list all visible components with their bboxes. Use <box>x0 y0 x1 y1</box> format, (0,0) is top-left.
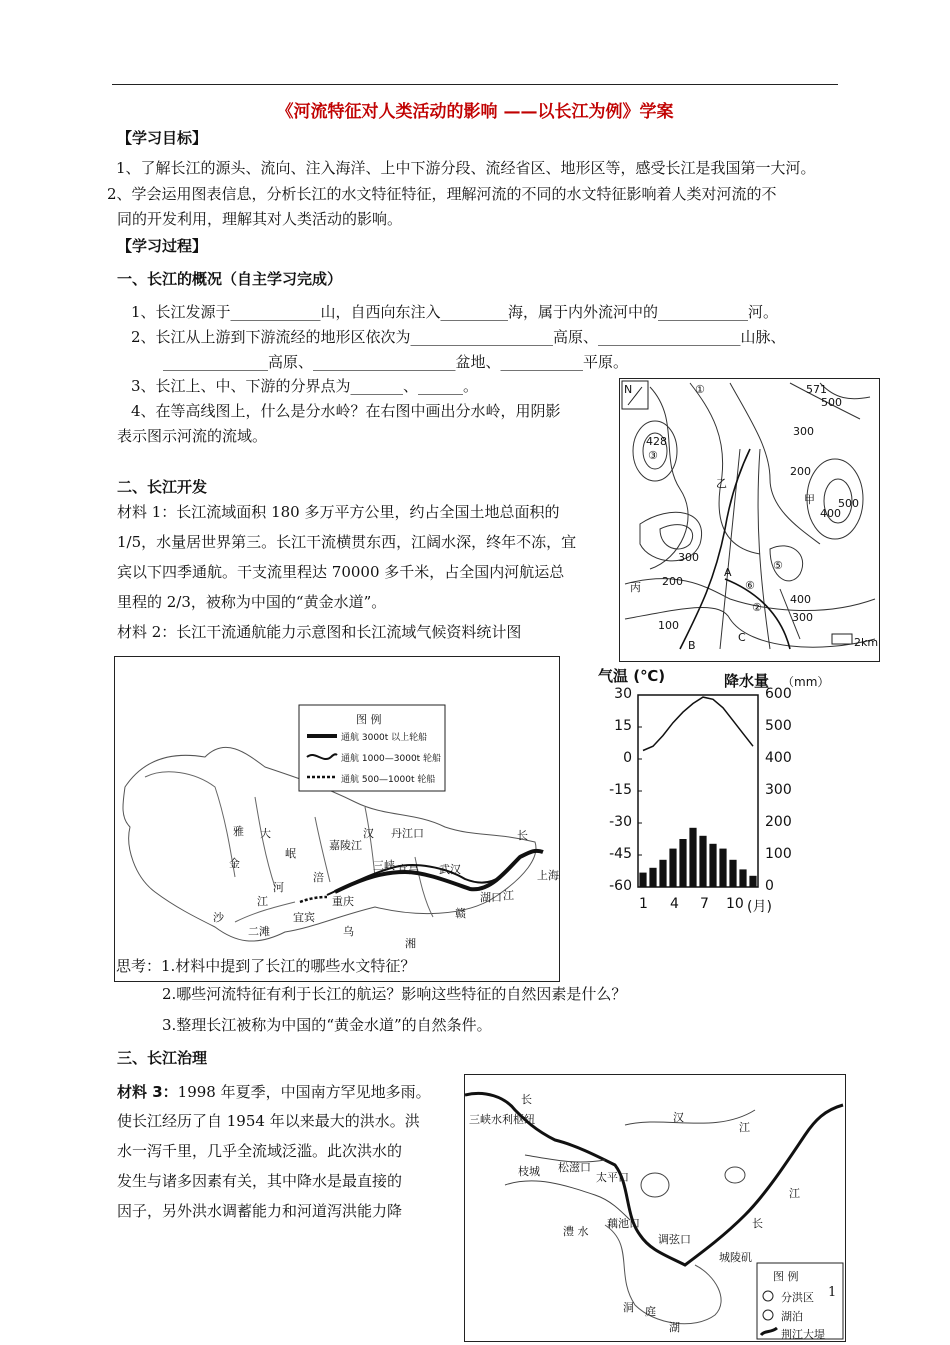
right-tick: 200 <box>765 814 792 830</box>
right-tick: 600 <box>765 686 792 702</box>
question-3: 3、长江上、中、下游的分界点为_______、______。 <box>131 377 479 395</box>
map-place: 二滩 <box>248 925 270 938</box>
map-place: 澧 水 <box>563 1225 589 1238</box>
map-place: 金 <box>229 857 240 870</box>
map-place: 涪 <box>313 871 324 884</box>
legend-item: 通航 3000t 以上轮船 <box>341 733 428 743</box>
left-tick: -15 <box>609 782 632 798</box>
map-place: 湖口 <box>480 891 502 904</box>
think-2: 2.哪些河流特征有利于长江的航运？影响这些特征的自然因素是什么？ <box>162 985 627 1003</box>
material-1-line3: 宾以下四季通航。干支流里程达 70000 多千米，占全国内河航运总 <box>117 563 565 581</box>
map-place: 长 <box>517 829 528 842</box>
legend-title: 图 例 <box>356 713 382 726</box>
material-3-label: 材料 3： <box>117 1083 178 1101</box>
material-1-line1: 材料 1：长江流域面积 180 多万平方公里，约占全国土地总面积的 <box>117 503 560 521</box>
map-place: 三峡水利枢纽 <box>469 1113 535 1126</box>
precipitation-bar <box>659 860 666 887</box>
map-place: 庭 <box>645 1305 656 1318</box>
map-place: 藕池口 <box>607 1217 640 1230</box>
legend-title: 图 例 <box>773 1270 799 1283</box>
map-place: 雅 <box>233 825 244 838</box>
plot-frame <box>638 695 758 887</box>
question-2a: 2、长江从上游到下游流经的地形区依次为___________________高原、___________________山脉、 <box>131 328 786 346</box>
map-place: 河 <box>273 881 284 894</box>
think-3: 3.整理长江被称为中国的“黄金水道”的自然条件。 <box>162 1016 492 1034</box>
right-tick: 500 <box>765 718 792 734</box>
goal-2a: 2、学会运用图表信息，分析长江的水文特征特征，理解河流的不同的水文特征影响着人类对河流的不 <box>107 185 777 203</box>
precipitation-bar <box>729 860 736 887</box>
climate-chart <box>563 665 843 917</box>
map-place: 江 <box>789 1187 800 1200</box>
map-place: 湖 <box>669 1321 680 1334</box>
contour-label: 400 <box>790 593 811 606</box>
map-place: 岷 <box>285 847 296 860</box>
right-tick: 0 <box>765 878 774 894</box>
contour-label: 300 <box>678 551 699 564</box>
material-3-line5: 因子，另外洪水调蓄能力和河道泻洪能力降 <box>117 1202 403 1220</box>
contour-label: 400 <box>820 507 841 520</box>
left-tick: 15 <box>614 718 632 734</box>
map-place: 调弦口 <box>658 1233 691 1246</box>
contour-map <box>619 378 880 662</box>
map-place: 三峡 <box>373 859 395 872</box>
map-place: 城陵矶 <box>719 1251 752 1264</box>
contour-label: 300 <box>792 611 813 624</box>
temperature-line <box>643 697 753 750</box>
precipitation-bar <box>649 868 656 887</box>
left-tick: 0 <box>623 750 632 766</box>
contour-label: ② <box>752 601 762 614</box>
precipitation-bar <box>749 876 756 887</box>
map-place: 汉 <box>363 827 374 840</box>
precipitation-bar <box>689 828 696 887</box>
legend-item: 通航 1000—3000t 轮船 <box>341 754 442 764</box>
map-place: 宜昌 <box>397 863 419 876</box>
map-place: 江 <box>503 889 514 902</box>
map-place: 洞 <box>623 1301 634 1314</box>
contour-label: 300 <box>793 425 814 438</box>
right-tick: 100 <box>765 846 792 862</box>
navigation-map-svg <box>115 657 559 981</box>
map-place: 宜宾 <box>293 911 315 924</box>
map-place: 上海 <box>537 869 559 882</box>
contour-label: 571 <box>806 383 827 396</box>
map-place: 嘉陵江 <box>329 839 362 852</box>
map-place: 太平口 <box>596 1171 629 1184</box>
section-1: 一、长江的概况（自主学习完成） <box>117 270 343 288</box>
precipitation-bar <box>739 869 746 887</box>
navigation-map <box>114 656 560 982</box>
map-place: 汉 <box>673 1111 684 1124</box>
legend-item: 荆江大堤 <box>781 1328 825 1341</box>
left-tick: -60 <box>609 878 632 894</box>
x-tick: 7 <box>700 896 709 912</box>
map-place: 丹江口 <box>391 827 424 840</box>
page-title: 《河流特征对人类活动的影响 ——以长江为例》学案 <box>276 102 674 122</box>
precipitation-unit: （mm） <box>782 675 830 689</box>
material-3-line4: 发生与诸多因素有关，其中降水是最直接的 <box>117 1172 403 1190</box>
contour-label: B <box>688 639 696 652</box>
material-1-line2: 1/5，水量居世界第三。长江干流横贯东西，江阔水深，终年不冻，宜 <box>117 533 577 551</box>
precipitation-bar <box>639 873 646 887</box>
precipitation-bar <box>669 849 676 887</box>
map-place: 乌 <box>343 925 354 938</box>
think-1: 思考：1.材料中提到了长江的哪些水文特征？ <box>116 957 416 975</box>
right-tick: 300 <box>765 782 792 798</box>
climate-plot <box>563 665 843 917</box>
x-unit: (月) <box>747 899 772 915</box>
scale-label: 2km <box>854 636 879 649</box>
left-tick: -30 <box>609 814 632 830</box>
map-place: 湘 <box>405 937 416 950</box>
contour-label: 428 <box>646 435 667 448</box>
page-number: 1 <box>828 1285 837 1300</box>
precipitation-bar <box>709 844 716 887</box>
map-place: 重庆 <box>332 895 354 908</box>
material-3-line1: 1998 年夏季，中国南方罕见地多雨。 <box>177 1083 431 1101</box>
precipitation-bar <box>719 849 726 887</box>
left-tick: 30 <box>614 686 632 702</box>
contour-label: 200 <box>790 465 811 478</box>
left-tick: -45 <box>609 846 632 862</box>
map-place: 长 <box>752 1217 763 1230</box>
map-place: 枝城 <box>518 1165 540 1178</box>
precipitation-bar <box>699 836 706 887</box>
map-place: 江 <box>257 895 268 908</box>
material-2: 材料 2：长江干流通航能力示意图和长江流域气候资料统计图 <box>117 623 522 641</box>
contour-label: C <box>738 631 746 644</box>
contour-label: ③ <box>648 449 658 462</box>
goal-1: 1、了解长江的源头、流向、注入海洋、上中下游分段、流经省区、地形区等，感受长江是我国第一大河。 <box>116 159 816 177</box>
contour-label: 100 <box>658 619 679 632</box>
map-place: 沙 <box>213 911 224 924</box>
right-tick: 400 <box>765 750 792 766</box>
x-tick: 4 <box>670 896 679 912</box>
legend-item: 分洪区 <box>781 1291 814 1304</box>
temperature-title: 气温 (℃) <box>598 667 666 685</box>
contour-label: 甲 <box>804 493 815 506</box>
map-place: 赣 <box>455 907 466 920</box>
map-place: 长 <box>521 1093 532 1106</box>
question-2b: ______________高原、___________________盆地、___________平原。 <box>163 353 629 371</box>
contour-label: 200 <box>662 575 683 588</box>
legend-item: 湖泊 <box>781 1310 803 1323</box>
x-tick: 10 <box>726 896 744 912</box>
section-2: 二、长江开发 <box>117 478 208 496</box>
map-place: 江 <box>739 1121 750 1134</box>
contour-label: A <box>724 566 732 579</box>
material-3-line2: 使长江经历了自 1954 年以来最大的洪水。洪 <box>117 1112 420 1130</box>
x-tick: 1 <box>639 896 648 912</box>
goal-2b: 同的开发利用，理解其对人类活动的影响。 <box>117 210 403 228</box>
contour-label: 丙 <box>630 581 641 594</box>
legend-item: 通航 500—1000t 轮船 <box>341 775 436 785</box>
material-1-line4: 里程的 2/3，被称为中国的“黄金水道”。 <box>117 593 387 611</box>
map-place: 武汉 <box>439 863 461 876</box>
north-label: N <box>624 383 633 396</box>
flood-map <box>464 1074 846 1342</box>
map-place: 大 <box>260 827 271 840</box>
section-3: 三、长江治理 <box>117 1049 208 1067</box>
contour-label: ⑥ <box>745 579 755 592</box>
precipitation-bar <box>679 839 686 887</box>
section-goal: 【学习目标】 <box>117 129 208 147</box>
material-3-line3: 水一泻千里，几乎全流域泛滥。此次洪水的 <box>117 1142 403 1160</box>
question-4a: 4、在等高线图上，什么是分水岭？在右图中画出分水岭，用阴影 <box>131 402 561 420</box>
question-1: 1、长江发源于____________山，自西向东注入_________海，属于内外流河中的____________河。 <box>131 303 779 321</box>
header-rule <box>112 84 838 85</box>
precipitation-title: 降水量 <box>724 672 770 690</box>
contour-label: 乙 <box>716 477 727 490</box>
contour-label: 500 <box>821 396 842 409</box>
map-place: 松滋口 <box>558 1161 591 1174</box>
contour-label: 500 <box>838 497 859 510</box>
contour-label: ① <box>695 383 705 396</box>
question-4b: 表示图示河流的流域。 <box>117 427 268 445</box>
contour-label: ⑤ <box>773 559 783 572</box>
section-process: 【学习过程】 <box>117 237 208 255</box>
